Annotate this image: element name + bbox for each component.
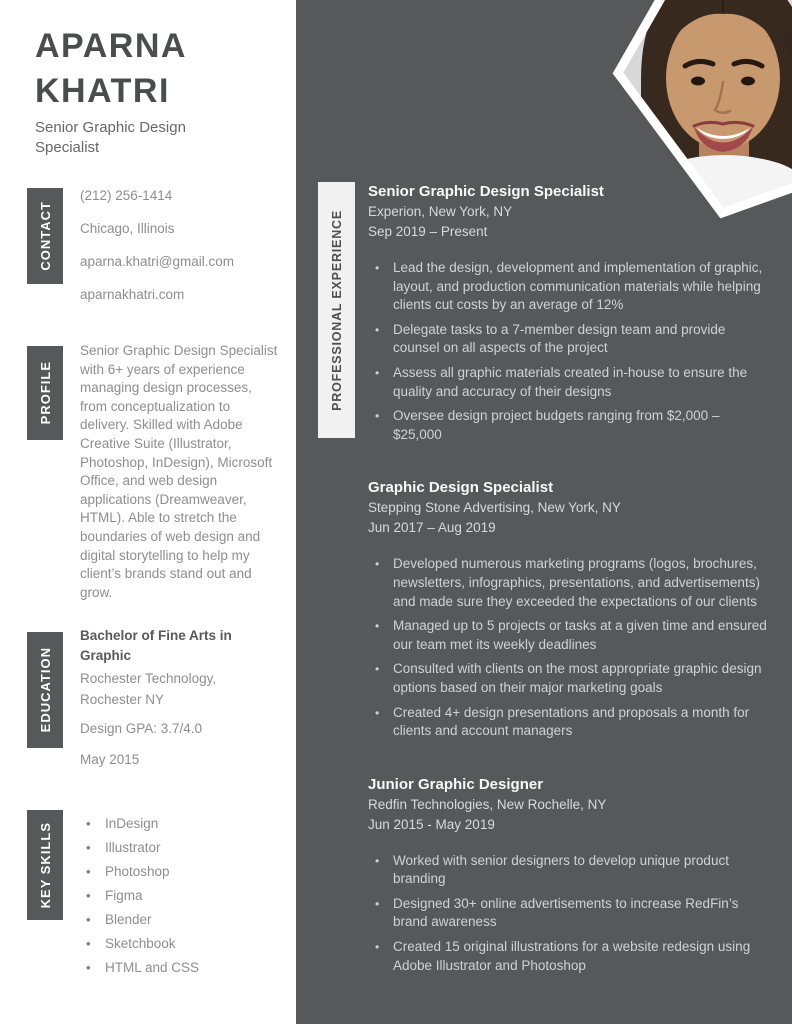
bullet-item: • Lead the design, development and implementation of graphic, layout, and production communication materials while helping clients cut costs by an average of 12% bbox=[368, 259, 770, 315]
job-dates: Jun 2015 - May 2019 bbox=[368, 816, 495, 832]
skill-item: • HTML and CSS bbox=[86, 956, 199, 980]
skill-item: • Sketchbook bbox=[86, 932, 199, 956]
applicant-job-title: Senior Graphic Design Specialist bbox=[35, 119, 186, 156]
job-company: Stepping Stone Advertising, New York, NY bbox=[368, 500, 621, 516]
education-school: Rochester Technology, Rochester NY bbox=[80, 671, 217, 707]
contact-city: Chicago, Illinois bbox=[80, 221, 175, 236]
section-label-professional-experience: PROFESSIONAL EXPERIENCE bbox=[318, 182, 355, 438]
bullet-item: • Consulted with clients on the most appropriate graphic design options based on their major marketing goals bbox=[368, 660, 770, 697]
bullet-item: • Oversee design project budgets ranging from $2,000 – $25,000 bbox=[368, 407, 770, 444]
section-label-key-skills: KEY SKILLS bbox=[27, 810, 63, 920]
job-entry bbox=[368, 478, 770, 740]
experience-list bbox=[368, 182, 770, 1009]
education-date: May 2015 bbox=[80, 752, 140, 767]
skill-item: • Figma bbox=[86, 884, 199, 908]
job-entry bbox=[368, 775, 770, 976]
job-bullet-list bbox=[368, 259, 770, 444]
job-title: Graphic Design Specialist bbox=[368, 479, 554, 497]
education-degree: Bachelor of Fine Arts in Graphic bbox=[80, 628, 232, 663]
bullet-item: • Delegate tasks to a 7-member design team and provide counsel on all aspects of the project bbox=[368, 321, 770, 358]
section-label-education: EDUCATION bbox=[27, 632, 63, 748]
job-dates: Sep 2019 – Present bbox=[368, 224, 488, 239]
bullet-item: • Created 4+ design presentations and proposals a month for clients and account managers bbox=[368, 704, 770, 741]
skills-list bbox=[86, 812, 199, 980]
bullet-item: • Created 15 original illustrations for a website redesign using Adobe Illustrator and Photoshop bbox=[368, 938, 770, 975]
applicant-name bbox=[35, 24, 187, 114]
bullet-item: • Developed numerous marketing programs (logos, brochures, newsletters, infographics, presentations, and advertisements) and made sure they exceeded the expectations of our clients bbox=[368, 555, 770, 611]
skill-item: • Blender bbox=[86, 908, 199, 932]
education-gpa: Design GPA: 3.7/4.0 bbox=[80, 721, 203, 736]
bullet-item: • Managed up to 5 projects or tasks at a given time and ensured our team met its weekly deadlines bbox=[368, 617, 770, 654]
section-label-contact: CONTACT bbox=[27, 188, 63, 284]
contact-email: aparna.khatri@gmail.com bbox=[80, 254, 235, 269]
section-label-profile: PROFILE bbox=[27, 346, 63, 440]
skill-item: • InDesign bbox=[86, 812, 199, 836]
bullet-item: • Assess all graphic materials created in-house to ensure the quality and accuracy of their designs bbox=[368, 364, 770, 401]
skill-item: • Photoshop bbox=[86, 860, 199, 884]
job-title: Senior Graphic Design Specialist bbox=[368, 183, 604, 200]
profile-summary: Senior Graphic Design Specialist with 6+ years of experience managing design processes, from conceptualization to delivery. Skilled with Adobe Creative Suite (Illustrator, Photoshop, InDesign), Microsoft Office, and web design applications (Dreamweaver, HTML). Able to stretch the boundaries of web design and digital storytelling to help my client’s brands stand out and grow. bbox=[80, 343, 278, 600]
name-line-2: KHATRI bbox=[35, 72, 170, 110]
contact-phone: (212) 256-1414 bbox=[80, 188, 173, 203]
job-dates: Jun 2017 – Aug 2019 bbox=[368, 520, 496, 536]
name-line-1: APARNA bbox=[35, 27, 187, 65]
job-company: Redfin Technologies, New Rochelle, NY bbox=[368, 796, 607, 812]
job-title: Junior Graphic Designer bbox=[368, 775, 544, 793]
skill-item: • Illustrator bbox=[86, 836, 199, 860]
woman-portrait-photo bbox=[595, 0, 792, 230]
contact-list bbox=[80, 186, 234, 318]
education-block bbox=[80, 626, 280, 769]
job-bullet-list bbox=[368, 555, 770, 740]
job-company: Experion, New York, NY bbox=[368, 204, 513, 219]
applicant-photo bbox=[595, 0, 792, 230]
contact-website: aparnakhatri.com bbox=[80, 287, 185, 302]
job-bullet-list bbox=[368, 852, 770, 976]
bullet-item: • Designed 30+ online advertisements to increase RedFin’s brand awareness bbox=[368, 895, 770, 932]
bullet-item: • Worked with senior designers to develop unique product branding bbox=[368, 852, 770, 889]
